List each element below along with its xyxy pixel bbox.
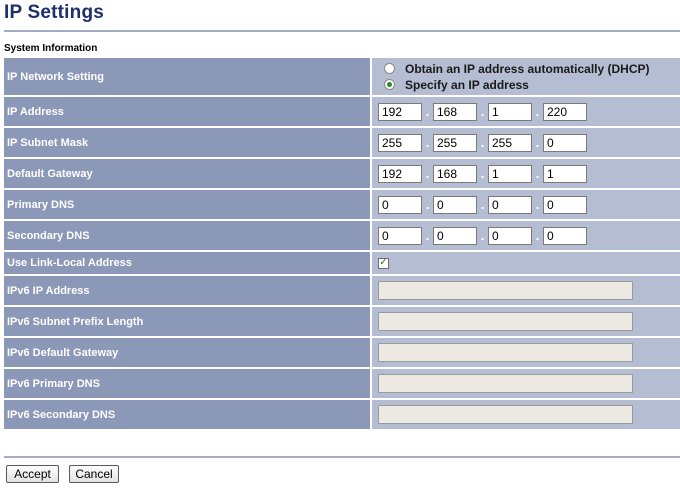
- row-primary-dns: [4, 190, 680, 221]
- secondary-dns-octet-1[interactable]: [378, 227, 422, 245]
- default-gateway-octet-2[interactable]: [433, 165, 477, 183]
- row-default-gateway: [4, 159, 680, 190]
- subnet-mask-field: [372, 128, 680, 157]
- octet-separator: .: [480, 227, 485, 243]
- primary-dns-octet-2[interactable]: [433, 196, 477, 214]
- octet-separator: .: [535, 103, 540, 119]
- label-ipv6-address: IPv6 IP Address: [4, 276, 372, 305]
- title-divider: [4, 30, 680, 32]
- row-ipv6-default-gateway: [4, 338, 680, 369]
- octet-separator: .: [425, 227, 430, 243]
- octet-separator: .: [535, 196, 540, 212]
- ip-address-field: [372, 97, 680, 126]
- cancel-button[interactable]: Cancel: [69, 465, 119, 483]
- label-secondary-dns: Secondary DNS: [4, 221, 372, 250]
- radio-dhcp[interactable]: [384, 63, 395, 74]
- ip-address-octet-2[interactable]: [433, 103, 477, 121]
- row-ipv6-prefix-length: [4, 307, 680, 338]
- ipv6-secondary-dns-input[interactable]: [378, 405, 633, 424]
- octet-separator: .: [535, 165, 540, 181]
- row-subnet-mask: [4, 128, 680, 159]
- row-ipv6-address: [4, 276, 680, 307]
- ipv6-address-field: [372, 276, 680, 305]
- secondary-dns-octet-4[interactable]: [543, 227, 587, 245]
- row-ipv6-secondary-dns: [4, 400, 680, 431]
- label-ipv6-prefix-length: IPv6 Subnet Prefix Length: [4, 307, 372, 336]
- octet-separator: .: [480, 103, 485, 119]
- octet-separator: .: [535, 134, 540, 150]
- label-link-local: Use Link-Local Address: [4, 252, 372, 274]
- link-local-checkbox[interactable]: [378, 258, 389, 269]
- octet-separator: .: [480, 196, 485, 212]
- default-gateway-octet-1[interactable]: [378, 165, 422, 183]
- row-link-local: [4, 252, 680, 276]
- section-heading: System Information: [4, 43, 98, 54]
- accept-button[interactable]: Accept: [6, 465, 59, 483]
- label-ip-network-setting: IP Network Setting: [4, 58, 372, 95]
- label-ip-address: IP Address: [4, 97, 372, 126]
- subnet-mask-octet-3[interactable]: [488, 134, 532, 152]
- secondary-dns-octet-3[interactable]: [488, 227, 532, 245]
- primary-dns-octet-3[interactable]: [488, 196, 532, 214]
- default-gateway-octet-3[interactable]: [488, 165, 532, 183]
- row-ip-address: [4, 97, 680, 128]
- ipv6-prefix-length-field: [372, 307, 680, 336]
- radio-dhcp-label[interactable]: Obtain an IP address automatically (DHCP): [405, 61, 650, 76]
- default-gateway-field: [372, 159, 680, 188]
- ip-network-setting-options: [372, 58, 680, 95]
- ip-address-octet-3[interactable]: [488, 103, 532, 121]
- ipv6-secondary-dns-field: [372, 400, 680, 429]
- ipv6-primary-dns-field: [372, 369, 680, 398]
- octet-separator: .: [425, 134, 430, 150]
- row-ip-network-setting: [4, 58, 680, 97]
- octet-separator: .: [480, 134, 485, 150]
- secondary-dns-octet-2[interactable]: [433, 227, 477, 245]
- settings-table: [4, 58, 680, 431]
- label-ipv6-secondary-dns: IPv6 Secondary DNS: [4, 400, 372, 429]
- radio-option-static[interactable]: [376, 77, 529, 93]
- radio-static-label[interactable]: Specify an IP address: [405, 77, 529, 92]
- label-primary-dns: Primary DNS: [4, 190, 372, 219]
- ipv6-default-gateway-input[interactable]: [378, 343, 633, 362]
- subnet-mask-octet-1[interactable]: [378, 134, 422, 152]
- ip-address-octet-1[interactable]: [378, 103, 422, 121]
- row-secondary-dns: [4, 221, 680, 252]
- ipv6-address-input[interactable]: [378, 281, 633, 300]
- ip-address-octet-4[interactable]: [543, 103, 587, 121]
- octet-separator: .: [425, 196, 430, 212]
- label-subnet-mask: IP Subnet Mask: [4, 128, 372, 157]
- check-icon: ✓: [379, 257, 388, 268]
- bottom-divider: [4, 456, 680, 458]
- radio-static[interactable]: [384, 79, 395, 90]
- primary-dns-octet-1[interactable]: [378, 196, 422, 214]
- page-title: IP Settings: [4, 2, 105, 23]
- default-gateway-octet-4[interactable]: [543, 165, 587, 183]
- primary-dns-field: [372, 190, 680, 219]
- octet-separator: .: [425, 165, 430, 181]
- label-default-gateway: Default Gateway: [4, 159, 372, 188]
- octet-separator: .: [425, 103, 430, 119]
- row-ipv6-primary-dns: [4, 369, 680, 400]
- label-ipv6-default-gateway: IPv6 Default Gateway: [4, 338, 372, 367]
- octet-separator: .: [535, 227, 540, 243]
- ipv6-prefix-length-input[interactable]: [378, 312, 633, 331]
- subnet-mask-octet-2[interactable]: [433, 134, 477, 152]
- ipv6-default-gateway-field: [372, 338, 680, 367]
- link-local-field: [372, 252, 680, 274]
- ipv6-primary-dns-input[interactable]: [378, 374, 633, 393]
- primary-dns-octet-4[interactable]: [543, 196, 587, 214]
- subnet-mask-octet-4[interactable]: [543, 134, 587, 152]
- secondary-dns-field: [372, 221, 680, 250]
- radio-option-dhcp[interactable]: [376, 61, 650, 77]
- octet-separator: .: [480, 165, 485, 181]
- label-ipv6-primary-dns: IPv6 Primary DNS: [4, 369, 372, 398]
